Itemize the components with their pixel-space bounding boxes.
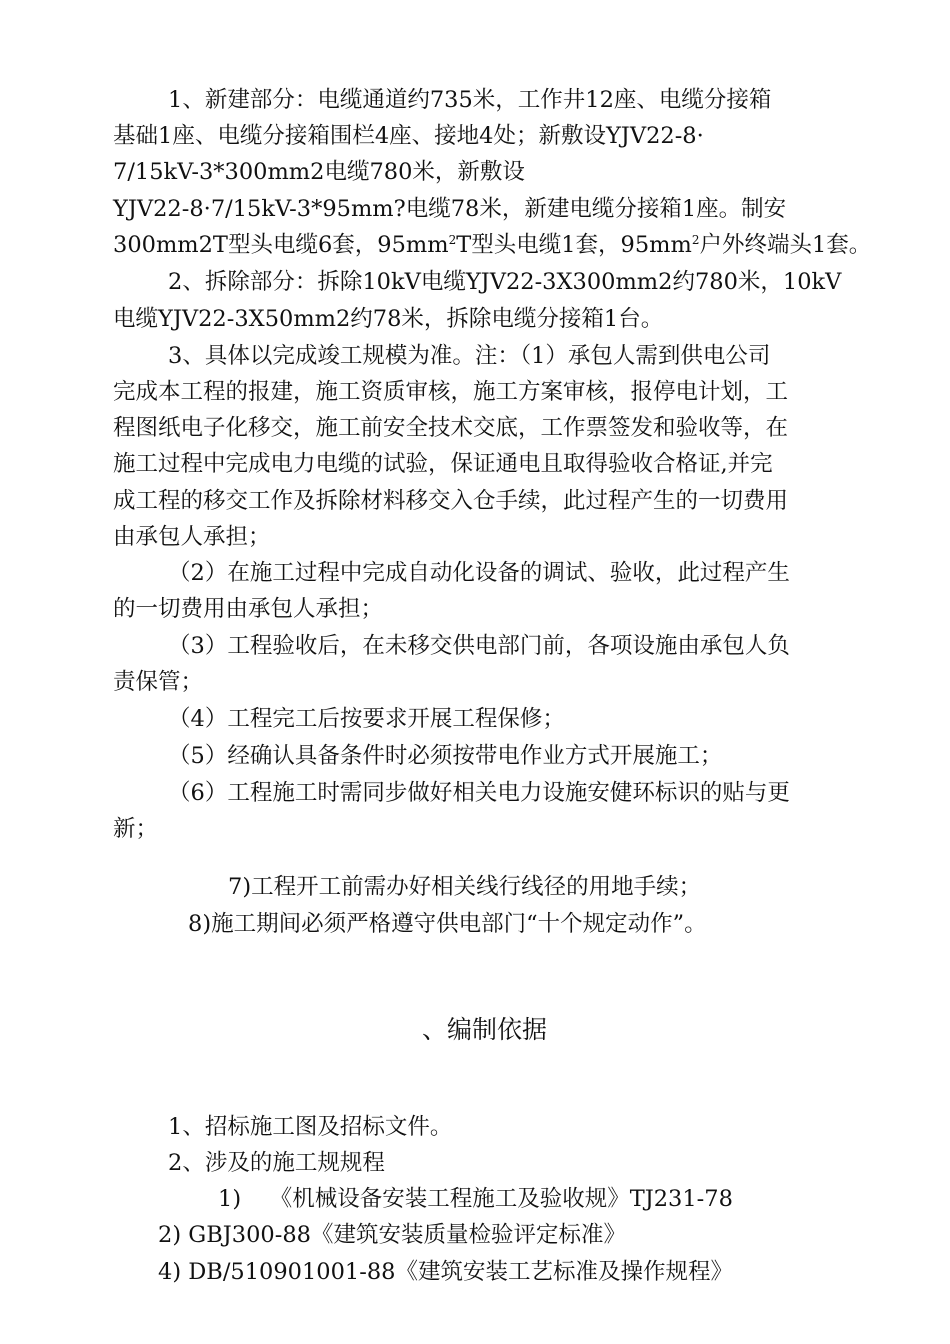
text-line: 8)施工期间必须严格遵守供电部门“十个规定动作”。 [188,911,707,937]
text-line: （5）经确认具备条件时必须按带电作业方式开展施工； [168,743,723,769]
text-line: 基础1座、电缆分接箱围栏4座、接地4处；新敷设YJV22-8· [113,123,704,149]
text-line [113,230,871,260]
text-line: （4）工程完工后按要求开展工程保修； [168,706,565,732]
text-line: 新； [113,816,159,842]
text-line: 7/15kV-3*300mm2电缆780米，新敷设 [113,159,525,185]
text-line: 施工过程中完成电力电缆的试验，保证通电且取得验收合格证,并完 [113,451,773,477]
text-fragment: T型头电缆1套，95mm [456,232,692,258]
text-line: 由承包人承担； [113,524,271,550]
superscript: 2 [448,233,457,247]
text-line: 完成本工程的报建，施工资质审核，施工方案审核，报停电计划，工 [113,379,789,405]
list-item: 1、招标施工图及招标文件。 [168,1114,453,1140]
section-heading: 、编制依据 [422,1015,548,1044]
text-line: 3、具体以完成竣工规模为准。注：（1）承包人需到供电公司 [168,343,771,369]
text-line: （2）在施工过程中完成自动化设备的调试、验收，此过程产生 [168,560,790,586]
text-fragment: 300mm2T型头电缆6套，95mm [113,232,449,258]
text-line: （6）工程施工时需同步做好相关电力设施安健环标识的贴与更 [168,780,790,806]
list-item: 2) GBJ300-88《建筑安装质量检验评定标准》 [158,1222,626,1248]
text-line: 程图纸电子化移交，施工前安全技术交底，工作票签发和验收等，在 [113,415,789,441]
text-line: 电缆YJV22-3X50mm2约78米，拆除电缆分接箱1台。 [113,306,664,332]
text-line: 责保管； [113,669,204,695]
text-line: YJV22-8·7/15kV-3*95mm?电缆78米，新建电缆分接箱1座。制安 [113,196,787,222]
text-fragment: 户外终端头1套。 [699,232,872,258]
list-item: 2、涉及的施工规规程 [168,1150,385,1176]
text-line: 1、新建部分：电缆通道约735米，工作井12座、电缆分接箱 [168,87,772,113]
text-line: 成工程的移交工作及拆除材料移交入仓手续，此过程产生的一切费用 [113,488,789,514]
text-line: （3）工程验收后，在未移交供电部门前，各项设施由承包人负 [168,633,790,659]
text-line: 7)工程开工前需办好相关线行线径的用地手续； [228,874,702,900]
text-line: 的一切费用由承包人承担； [113,596,384,622]
list-item: 4) DB/510901001-88《建筑安装工艺标准及操作规程》 [158,1259,733,1285]
text-line: 2、拆除部分：拆除10kV电缆YJV22-3X300mm2约780米，10kV [168,269,842,295]
superscript: 2 [691,233,700,247]
list-item: 1) 《机械设备安装工程施工及验收规》TJ231-78 [218,1186,733,1212]
